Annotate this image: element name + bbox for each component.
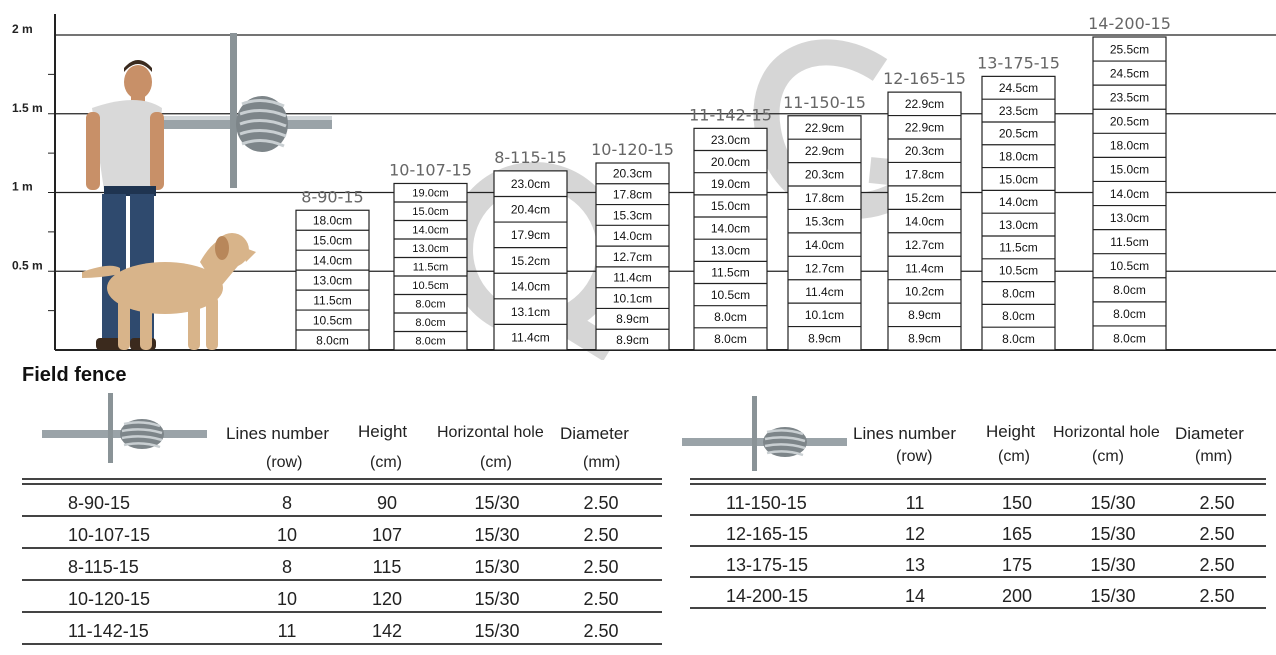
diameter-cell: 2.50 [1199,493,1235,513]
spacing-label: 15.2cm [904,190,945,205]
fence-model-label: 8-90-15 [301,187,364,207]
spacing-label: 12.7cm [804,261,845,276]
fence-column [296,187,369,350]
hole-cell: 15/30 [474,493,520,513]
spacing-label: 14.0cm [710,221,751,236]
height-cell: 142 [371,621,403,641]
hole-cell: 15/30 [474,589,520,609]
height-cell: 200 [1001,586,1033,606]
diameter-cell: 2.50 [583,493,619,513]
row-divider [690,545,1266,547]
spacing-label: 13.0cm [412,243,449,256]
spacing-label: 8.0cm [415,298,446,311]
spacing-label: 8.0cm [316,333,349,348]
spacing-label: 20.0cm [710,154,751,169]
spacing-label: 15.2cm [510,253,551,268]
spacing-label: 23.0cm [510,176,551,191]
spacing-label: 8.0cm [415,335,446,348]
height-tick-label: 1 m [12,179,33,194]
hole-cell: 15/30 [474,557,520,577]
spacing-label: 13.0cm [1109,210,1150,225]
lines-cell: 11 [905,493,925,513]
model-cell: 12-165-15 [726,524,809,544]
barbed-wire-icon [682,396,847,471]
spacing-label: 11.4cm [511,330,550,345]
spacing-label: 20.5cm [998,126,1039,141]
spacing-label: 23.5cm [998,103,1039,118]
spacing-label: 22.9cm [804,144,845,159]
lines-cell: 8 [281,493,293,513]
fence-column [1088,14,1171,350]
header-rule [690,478,1266,480]
height-cell: 150 [1001,493,1033,513]
row-divider [22,579,662,581]
fence-column [977,53,1060,350]
header-lines-number: Lines number [226,424,330,443]
unit-diameter: (mm) [1195,448,1233,465]
spacing-label: 20.5cm [1109,114,1150,129]
spacing-label: 15.0cm [312,233,353,248]
spacing-label: 13.0cm [710,243,751,258]
spacing-label: 24.5cm [998,81,1039,96]
row-divider [22,643,662,645]
header-diameter: Diameter [1175,424,1244,443]
spacing-label: 20.3cm [904,144,945,159]
spacing-label: 13.1cm [510,304,551,319]
spec-table-left [0,388,670,648]
fence-column [883,69,966,350]
height-cell: 165 [1001,524,1033,544]
lines-cell: 10 [276,589,298,609]
model-cell: 8-115-15 [68,557,139,577]
header-lines-number: Lines number [853,424,957,443]
fence-columns [296,14,1171,350]
spacing-label: 22.9cm [904,97,945,112]
fence-model-label: 8-115-15 [494,147,567,167]
hole-cell: 15/30 [1090,493,1136,513]
header-height: Height [986,422,1036,441]
header-horizontal-hole: Horizontal hole [437,424,544,441]
lines-cell: 11 [277,621,297,641]
height-cell: 120 [371,589,403,609]
diameter-cell: 2.50 [583,525,619,545]
lines-cell: 13 [904,555,926,575]
row-divider [690,607,1266,609]
spacing-label: 8.0cm [1113,307,1146,322]
hole-cell: 15/30 [474,525,520,545]
spacing-label: 14.0cm [312,253,353,268]
spacing-label: 11.5cm [412,261,449,274]
spacing-label: 15.3cm [804,214,845,229]
unit-row: (row) [896,448,933,465]
spacing-label: 18.0cm [998,149,1039,164]
model-cell: 11-150-15 [726,493,807,513]
fence-model-label: 11-142-15 [689,105,772,125]
model-cell: 10-120-15 [68,589,151,609]
model-cell: 13-175-15 [726,555,809,575]
unit-height: (cm) [998,448,1030,465]
spacing-label: 11.4cm [905,261,944,276]
unit-diameter: (mm) [583,454,621,471]
diameter-cell: 2.50 [1199,555,1235,575]
spacing-label: 14.0cm [904,214,945,229]
spacing-label: 20.3cm [804,167,845,182]
fence-column [389,160,472,350]
header-height: Height [358,422,408,441]
spacing-label: 20.3cm [612,166,653,181]
spacing-label: 8.9cm [908,308,941,323]
spacing-label: 11.5cm [711,265,750,280]
fence-model-label: 13-175-15 [977,53,1060,73]
lines-cell: 10 [276,525,298,545]
spacing-label: 14.0cm [510,279,551,294]
spacing-label: 15.3cm [612,208,653,223]
spacing-label: 12.7cm [904,237,945,252]
diameter-cell: 2.50 [1199,524,1235,544]
fence-model-label: 14-200-15 [1088,14,1171,33]
header-rule [22,483,662,485]
spacing-label: 14.0cm [1109,186,1150,201]
spacing-label: 8.0cm [714,332,747,347]
height-cell: 115 [372,557,402,577]
row-divider [690,514,1266,516]
height-cell: 107 [371,525,403,545]
spacing-label: 14.0cm [612,229,653,244]
spacing-label: 15.0cm [998,172,1039,187]
spacing-label: 23.0cm [710,132,751,147]
fence-column [494,148,567,350]
spacing-label: 15.0cm [412,206,449,219]
spacing-label: 15.0cm [710,199,751,214]
spacing-label: 22.9cm [804,120,845,135]
spacing-label: 10.5cm [998,263,1039,278]
spacing-label: 22.9cm [904,120,945,135]
lines-cell: 8 [281,557,293,577]
hole-cell: 15/30 [1090,555,1136,575]
spec-table-right [676,388,1272,618]
spacing-label: 17.8cm [612,187,653,202]
model-cell: 8-90-15 [68,493,131,513]
row-divider [22,611,662,613]
fence-model-label: 11-150-15 [783,92,866,112]
spacing-label: 14.0cm [998,195,1039,210]
diameter-cell: 2.50 [583,589,619,609]
spacing-label: 10.5cm [312,313,353,328]
spacing-label: 11.5cm [999,240,1038,255]
spacing-label: 17.8cm [804,191,845,206]
spacing-label: 20.4cm [510,202,551,217]
height-cell: 175 [1001,555,1033,575]
fence-column [689,105,772,350]
diameter-cell: 2.50 [1199,586,1235,606]
header-diameter: Diameter [560,424,629,443]
spacing-label: 25.5cm [1109,42,1150,57]
spacing-label: 17.8cm [904,167,945,182]
header-horizontal-hole: Horizontal hole [1053,424,1160,441]
spacing-label: 10.5cm [412,280,449,293]
spacing-label: 17.9cm [510,228,551,243]
unit-hole: (cm) [480,454,512,471]
spacing-label: 15.0cm [1109,162,1150,177]
spacing-label: 8.0cm [1002,286,1035,301]
header-rule [22,478,662,480]
spacing-label: 18.0cm [312,213,353,228]
spacing-label: 19.0cm [710,177,751,192]
fence-column [591,140,674,350]
model-cell: 14-200-15 [726,586,809,606]
hole-cell: 15/30 [474,621,520,641]
header-rule [690,483,1266,485]
height-tick-label: 1.5 m [12,100,43,115]
fence-model-label: 10-107-15 [389,160,472,180]
section-title: Field fence [22,364,127,386]
spacing-label: 24.5cm [1109,66,1150,81]
spacing-label: 23.5cm [1109,90,1150,105]
fence-model-label: 10-120-15 [591,140,674,159]
height-tick-label: 2 m [12,22,33,36]
spacing-label: 18.0cm [1109,138,1150,153]
hole-cell: 15/30 [1090,524,1136,544]
diameter-cell: 2.50 [583,621,619,641]
spacing-label: 8.0cm [714,310,747,325]
unit-row: (row) [266,454,303,471]
height-tick-label: 0.5 m [12,258,43,273]
spacing-label: 8.9cm [908,331,941,346]
unit-hole: (cm) [1092,448,1124,465]
row-divider [690,576,1266,578]
spacing-label: 12.7cm [612,249,653,264]
spacing-label: 11.4cm [805,284,844,299]
fence-column [783,93,866,350]
fence-model-label: 12-165-15 [883,69,966,89]
row-divider [22,515,662,517]
spacing-label: 14.0cm [412,224,449,237]
spacing-label: 10.5cm [1109,259,1150,274]
spacing-label: 8.0cm [1113,331,1146,346]
barbed-wire-illustration [160,33,332,188]
spacing-label: 8.0cm [415,317,446,330]
spacing-label: 13.0cm [312,273,353,288]
spacing-label: 11.4cm [613,270,652,285]
lines-cell: 12 [904,524,926,544]
barbed-wire-icon [42,393,207,463]
row-divider [22,547,662,549]
spacing-label: 11.5cm [313,293,352,308]
diameter-cell: 2.50 [583,557,619,577]
spacing-label: 10.2cm [904,284,945,299]
model-cell: 11-142-15 [68,621,149,641]
spacing-label: 8.9cm [616,312,649,327]
spacing-label: 10.1cm [612,291,653,306]
spacing-label: 11.5cm [1110,234,1149,249]
spacing-label: 8.0cm [1002,331,1035,346]
spacing-label: 8.0cm [1113,283,1146,298]
spacing-label: 10.5cm [710,287,751,302]
spacing-label: 13.0cm [998,217,1039,232]
hole-cell: 15/30 [1090,586,1136,606]
lines-cell: 14 [904,586,926,606]
height-cell: 90 [376,493,398,513]
unit-height: (cm) [370,454,402,471]
spacing-label: 14.0cm [804,237,845,252]
model-cell: 10-107-15 [68,525,151,545]
spacing-label: 19.0cm [412,187,449,200]
spacing-label: 8.9cm [616,332,649,347]
spacing-label: 10.1cm [804,308,845,323]
spacing-label: 8.0cm [1002,309,1035,324]
spacing-label: 8.9cm [808,331,841,346]
